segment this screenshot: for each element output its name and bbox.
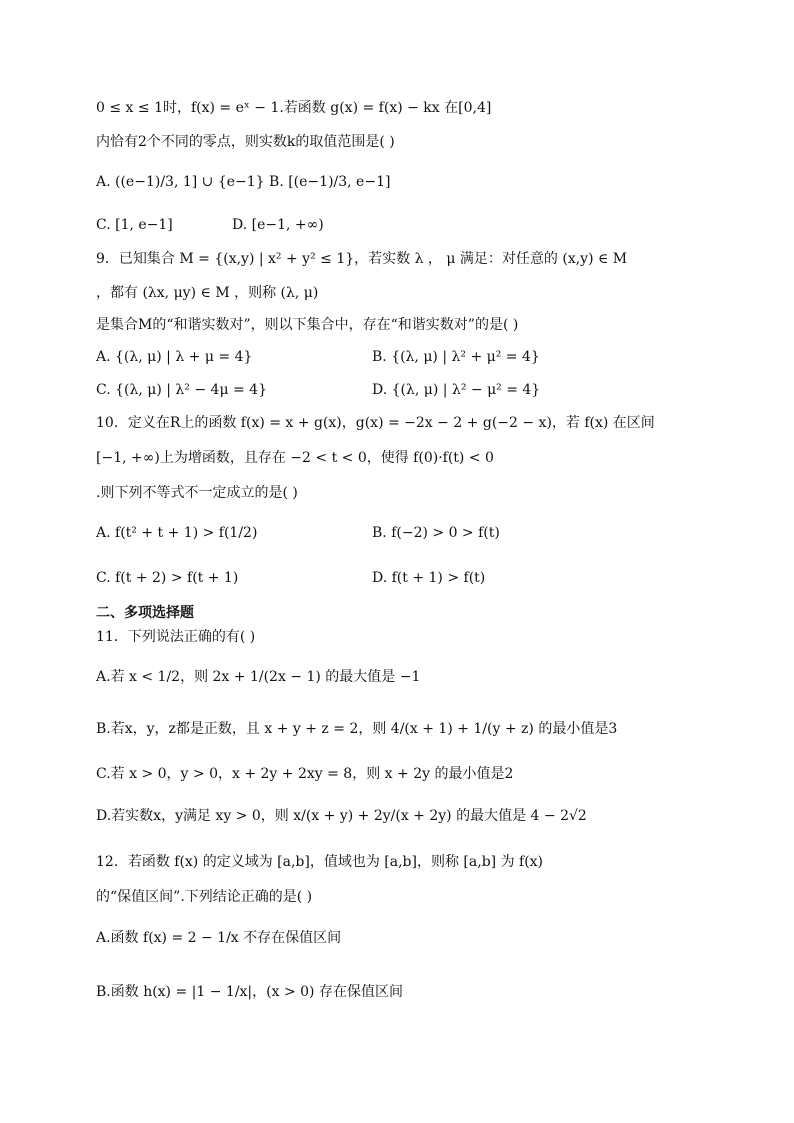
q9-text-line-3: 是集合M的“和谐实数对”，则以下集合中，存在“和谐实数对”的是( ) — [96, 317, 519, 333]
q10-text-line-2: [−1, +∞)上为增函数，且存在 −2 < t < 0，使得 f(0)·f(t) < 0 — [96, 450, 494, 466]
q11-option-a: A.若 x < 1/2，则 2x + 1/(2x − 1) 的最大值是 −1 — [96, 669, 421, 685]
q8-options-ab: A. ((e−1)/3, 1] ∪ {e−1} B. [(e−1)/3, e−1] — [96, 174, 391, 190]
q9-option-a: A. {(λ, μ) | λ + μ = 4} — [96, 349, 253, 365]
q12-option-a: A.函数 f(x) = 2 − 1/x 不存在保值区间 — [96, 930, 342, 946]
q11-option-b: B.若x，y，z都是正数，且 x + y + z = 2，则 4/(x + 1) + 1/(y + z) 的最小值是3 — [96, 721, 618, 737]
q10-option-c: C. f(t + 2) > f(t + 1) — [96, 570, 239, 586]
q9-option-b: B. {(λ, μ) | λ² + μ² = 4} — [372, 349, 540, 365]
q10-text-line-1: 10．定义在R上的函数 f(x) = x + g(x)，g(x) = −2x − 2 + g(−2 − x)，若 f(x) 在区间 — [96, 415, 655, 431]
q8-text-line-1: 0 ≤ x ≤ 1时，f(x) = eˣ − 1.若函数 g(x) = f(x) − kx 在[0,4] — [96, 100, 492, 116]
q9-text-line-1: 9．已知集合 M = {(x,y) | x² + y² ≤ 1}，若实数 λ ， μ 满足：对任意的 (x,y) ∈ M — [96, 251, 628, 267]
q10-option-a: A. f(t² + t + 1) > f(1/2) — [96, 525, 258, 541]
q9-option-d: D. {(λ, μ) | λ² − μ² = 4} — [372, 382, 541, 398]
q8-option-c: C. [1, e−1] — [96, 217, 173, 233]
q12-text-line-1: 12．若函数 f(x) 的定义域为 [a,b]，值域也为 [a,b]，则称 [a,b] 为 f(x) — [96, 854, 544, 870]
q11-option-d: D.若实数x，y满足 xy > 0，则 x/(x + y) + 2y/(x + 2y) 的最大值是 4 − 2√2 — [96, 808, 587, 824]
q9-text-line-2: ，都有 (λx, μy) ∈ M ，则称 (λ, μ) — [96, 285, 319, 301]
q10-option-b: B. f(−2) > 0 > f(t) — [372, 525, 500, 541]
q11-text-line-1: 11．下列说法正确的有( ) — [96, 629, 256, 645]
section-heading-multiple-choice: 二、多项选择题 — [96, 605, 194, 621]
q10-text-line-3: .则下列不等式不一定成立的是( ) — [96, 485, 298, 501]
q11-option-c: C.若 x > 0，y > 0，x + 2y + 2xy = 8，则 x + 2y 的最小值是2 — [96, 766, 514, 782]
q12-option-b: B.函数 h(x) = |1 − 1/x|，(x > 0) 存在保值区间 — [96, 984, 403, 1000]
q8-text-line-2: 内恰有2个不同的零点，则实数k的取值范围是( ) — [96, 134, 395, 150]
q12-text-line-2: 的“保值区间”.下列结论正确的是( ) — [96, 889, 313, 905]
q8-option-d: D. [e−1, +∞) — [232, 217, 324, 233]
q9-option-c: C. {(λ, μ) | λ² − 4μ = 4} — [96, 382, 268, 398]
q10-option-d: D. f(t + 1) > f(t) — [372, 570, 486, 586]
